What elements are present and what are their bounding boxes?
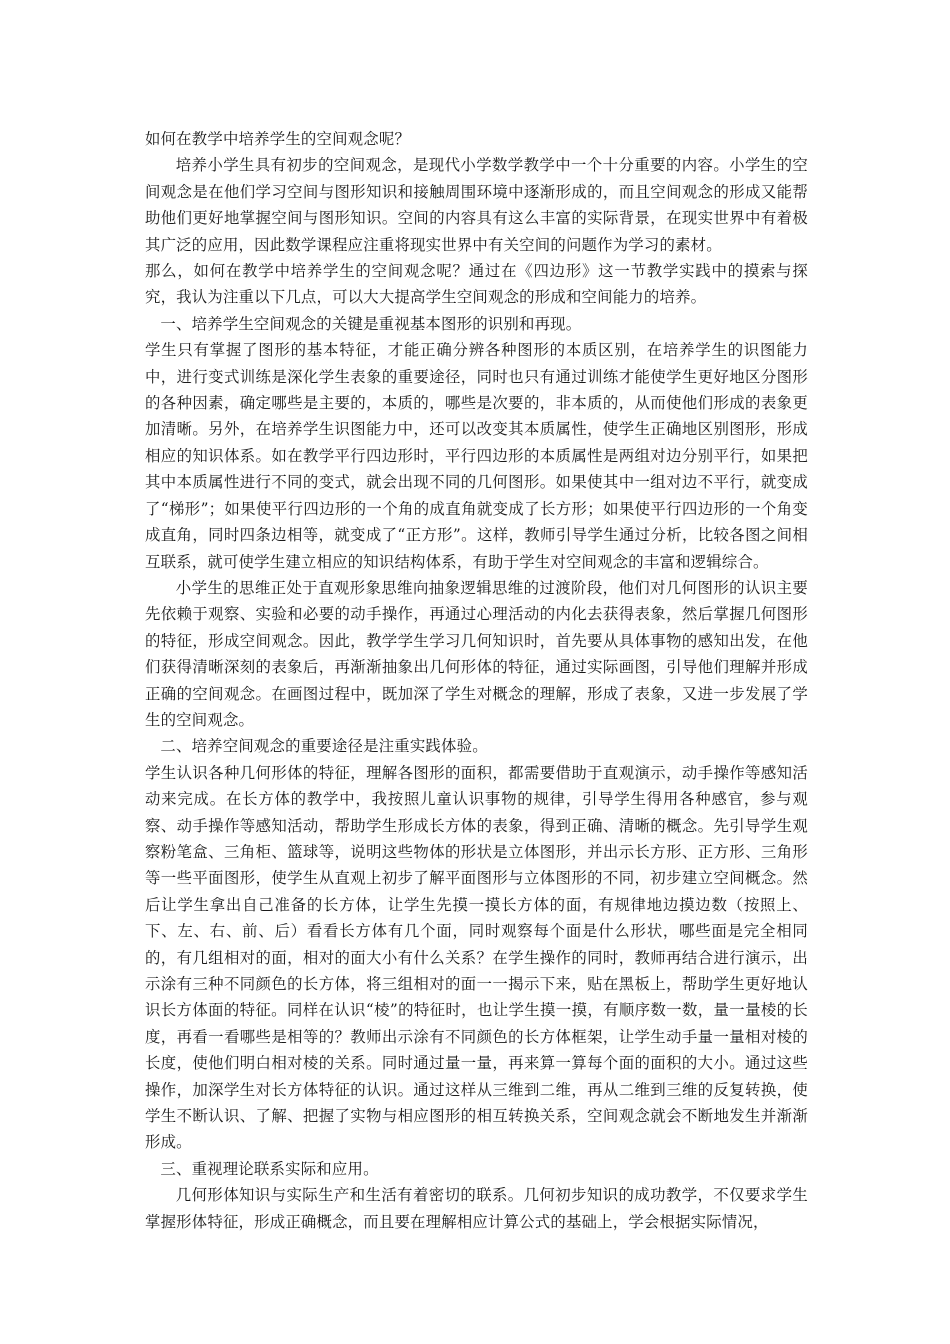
section-heading-3: 三、重视理论联系实际和应用。 [160, 1159, 379, 1178]
paragraph-intro: 培养小学生具有初步的空间观念，是现代小学数学教学中一个十分重要的内容。小学生的空间观念是在他们学习空间与图形知识和接触周围环境中逐渐形成的，而且空间观念的形成又能帮助他们更好地掌握空间与图形知识。空间的内容具有这么丰富的实际背景，在现实世界中有着极其广泛的应用，因此数学课程应注重将现实世界中有关空间的问题作为学习的素材。 [145, 156, 808, 254]
section-heading-2: 二、培养空间观念的重要途径是注重实践体验。 [160, 737, 488, 756]
document-body [145, 126, 808, 1235]
section-heading-1: 一、培养学生空间观念的关键是重视基本图形的识别和再现。 [160, 314, 582, 333]
paragraph-section-1: 学生只有掌握了图形的基本特征，才能正确分辨各种图形的本质区别，在培养学生的识图能力中，进行变式训练是深化学生表象的重要途径，同时也只有通过训练才能使学生更好地区分图形的各种因素，确定哪些是主要的，本质的，哪些是次要的，非本质的，从而使他们形成的表象更加清晰。另外，在培养学生识图能力中，还可以改变其本质属性，使学生正确地区别图形，形成相应的知识体系。如在教学平行四边形时，平行四边形的本质属性是两组对边分别平行，如果把其中本质属性进行不同的变式，就会出现不同的几何图形。如果使其中一组对边不平行，就变成了“梯形”；如果使平行四边形的一个角的成直角就变成了长方形；如果使平行四边形的一个角变成直角，同时四条边相等，就变成了“正方形”。这样，教师引导学生通过分析，比较各图之间相互联系，就可使学生建立相应的知识结构体系，有助于学生对空间观念的丰富和逻辑综合。 [145, 341, 808, 571]
paragraph-section-1-cont: 小学生的思维正处于直观形象思维向抽象逻辑思维的过渡阶段，他们对几何图形的认识主要先依赖于观察、实验和必要的动手操作，再通过心理活动的内化去获得表象，然后掌握几何图形的特征，形成空间观念。因此，教学学生学习几何知识时，首先要从具体事物的感知出发，在他们获得清晰深刻的表象后，再渐渐抽象出几何形体的特征，通过实际画图，引导他们理解并形成正确的空间观念。在画图过程中，既加深了学生对概念的理解，形成了表象，又进一步发展了学生的空间观念。 [145, 578, 808, 729]
paragraph-section-2: 学生认识各种几何形体的特征，理解各图形的面积，都需要借助于直观演示，动手操作等感知活动来完成。在长方体的教学中，我按照儿童认识事物的规律，引导学生得用各种感官，参与观察、动手操作等感知活动，帮助学生形成长方体的表象，得到正确、清晰的概念。先引导学生观察粉笔盒、三角柜、篮球等，说明这些物体的形状是立体图形，并出示长方形、正方形、三角形等一些平面图形，使学生从直观上初步了解平面图形与立体图形的不同，初步建立空间概念。然后让学生拿出自己准备的长方体，让学生先摸一摸长方体的面，有规律地边摸边数（按照上、下、左、右、前、后）看看长方体有几个面，同时观察每个面是什么形状，哪些面是完全相同的，有几组相对的面，相对的面大小有什么关系？在学生操作的同时，教师再结合进行演示，出示涂有三种不同颜色的长方体，将三组相对的面一一揭示下来，贴在黑板上，帮助学生更好地认识长方体面的特征。同样在认识“棱”的特征时，也让学生摸一摸，有顺序数一数，量一量棱的长度，再看一看哪些是相等的？教师出示涂有不同颜色的长方体框架，让学生动手量一量相对棱的长度，使他们明白相对棱的关系。同时通过量一量，再来算一算每个面的面积的大小。通过这些操作，加深学生对长方体特征的认识。通过这样从三维到二维，再从二维到三维的反复转换，使学生不断认识、了解、把握了实物与相应图形的相互转换关系，空间观念就会不断地发生并渐渐形成。 [145, 763, 808, 1152]
document-title: 如何在教学中培养学生的空间观念呢？ [145, 130, 411, 148]
paragraph-section-3: 几何形体知识与实际生产和生活有着密切的联系。几何初步知识的成功教学，不仅要求学生掌握形体特征，形成正确概念，而且要在理解相应计算公式的基础上，学会根据实际情况， [145, 1186, 808, 1231]
paragraph-question: 那么，如何在教学中培养学生的空间观念呢？通过在《四边形》这一节教学实践中的摸索与探究，我认为注重以下几点，可以大大提高学生空间观念的形成和空间能力的培养。 [145, 262, 808, 307]
